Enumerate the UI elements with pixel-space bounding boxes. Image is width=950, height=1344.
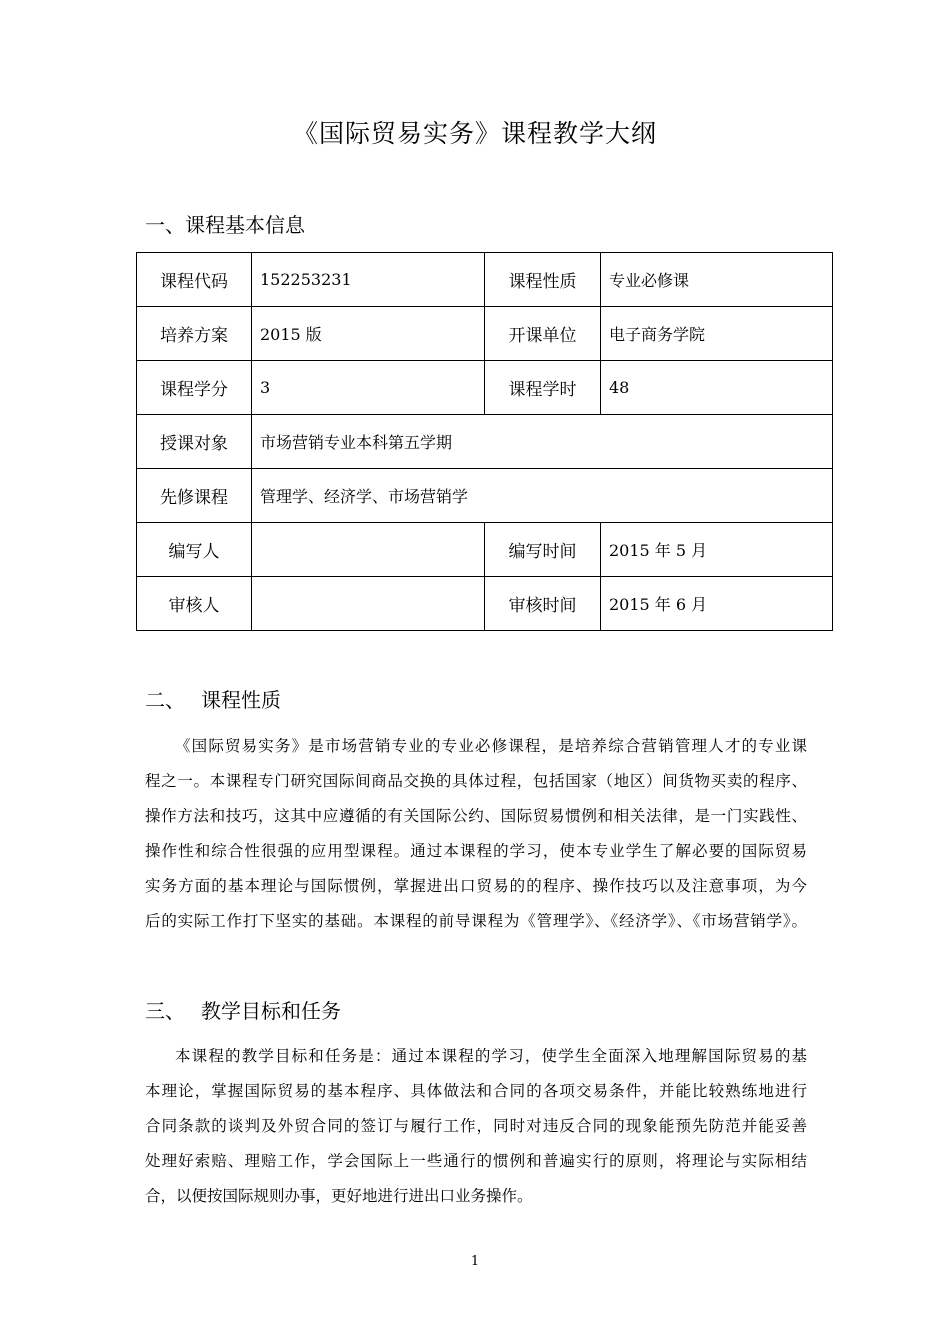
author-value — [252, 523, 485, 577]
table-row — [137, 361, 833, 415]
section3-paragraph — [145, 1039, 807, 1214]
audience-label: 授课对象 — [137, 415, 252, 469]
table-row — [137, 523, 833, 577]
paragraph-line: 《国际贸易实务》是市场营销专业的专业必修课程，是培养综合营销管理人才的专业课 — [175, 737, 807, 755]
audience-value: 市场营销专业本科第五学期 — [252, 415, 833, 469]
paragraph-line: 后的实际工作打下坚实的基础。本课程的前导课程为《管理学》、《经济学》、《市场营销学》。 — [145, 912, 807, 930]
paragraph-line: 操作方法和技巧，这其中应遵循的有关国际公约、国际贸易惯例和相关法律，是一门实践性、 — [145, 807, 807, 825]
course-code-value: 152253231 — [252, 253, 485, 307]
reviewer-label: 审核人 — [137, 577, 252, 631]
course-nature-label: 课程性质 — [485, 253, 601, 307]
paragraph-line: 合同条款的谈判及外贸合同的签订与履行工作，同时对违反合同的现象能预先防范并能妥善 — [145, 1117, 807, 1135]
written-date-label: 编写时间 — [485, 523, 601, 577]
paragraph-line: 合，以便按国际规则办事，更好地进行进出口业务操作。 — [145, 1187, 533, 1205]
section3-heading — [145, 995, 341, 1024]
paragraph-line: 实务方面的基本理论与国际惯例，掌握进出口贸易的的程序、操作技巧以及注意事项，为今 — [145, 877, 807, 895]
section3-number: 三、 — [145, 999, 185, 1023]
hours-value: 48 — [601, 361, 833, 415]
table-row — [137, 253, 833, 307]
paragraph-line: 本理论，掌握国际贸易的基本程序、具体做法和合同的各项交易条件，并能比较熟练地进行 — [145, 1082, 807, 1100]
department-value: 电子商务学院 — [601, 307, 833, 361]
author-label: 编写人 — [137, 523, 252, 577]
paragraph-line: 处理好索赔、理赔工作，学会国际上一些通行的惯例和普遍实行的原则，将理论与实际相结 — [145, 1152, 807, 1170]
table-row — [137, 469, 833, 523]
document-title: 《国际贸易实务》课程教学大纲 — [292, 119, 657, 148]
section2-title: 课程性质 — [201, 688, 281, 712]
course-nature-value: 专业必修课 — [601, 253, 833, 307]
paragraph-line: 操作性和综合性很强的应用型课程。通过本课程的学习，使本专业学生了解必要的国际贸易 — [145, 842, 807, 860]
section3-title: 教学目标和任务 — [201, 999, 341, 1023]
department-label: 开课单位 — [485, 307, 601, 361]
paragraph-line: 程之一。本课程专门研究国际间商品交换的具体过程，包括国家（地区）间货物买卖的程序、 — [145, 772, 807, 790]
review-date-label: 审核时间 — [485, 577, 601, 631]
course-info-table — [136, 252, 833, 631]
section2-paragraph — [145, 729, 807, 939]
section2-heading — [145, 684, 281, 713]
reviewer-value — [252, 577, 485, 631]
page-number: 1 — [470, 1254, 480, 1269]
program-label: 培养方案 — [137, 307, 252, 361]
credits-value: 3 — [252, 361, 485, 415]
review-date-value: 2015 年 6 月 — [601, 577, 833, 631]
section2-number: 二、 — [145, 688, 185, 712]
section1-heading: 一、课程基本信息 — [145, 213, 305, 237]
table-row — [137, 577, 833, 631]
paragraph-line: 本课程的教学目标和任务是：通过本课程的学习，使学生全面深入地理解国际贸易的基 — [175, 1047, 807, 1065]
course-code-label: 课程代码 — [137, 253, 252, 307]
hours-label: 课程学时 — [485, 361, 601, 415]
written-date-value: 2015 年 5 月 — [601, 523, 833, 577]
program-value: 2015 版 — [252, 307, 485, 361]
credits-label: 课程学分 — [137, 361, 252, 415]
table-row — [137, 307, 833, 361]
table-row — [137, 415, 833, 469]
prerequisites-value: 管理学、经济学、市场营销学 — [252, 469, 833, 523]
prerequisites-label: 先修课程 — [137, 469, 252, 523]
